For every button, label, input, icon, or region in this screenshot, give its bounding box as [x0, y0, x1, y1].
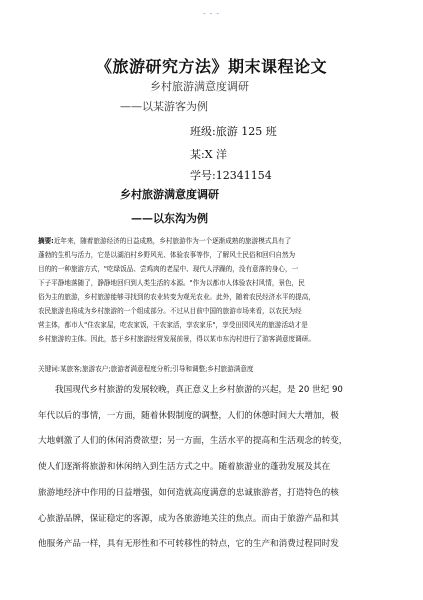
- info-student-id: 学号:12341154: [190, 169, 272, 182]
- info-class: 班级:旅游 125 班: [190, 125, 277, 138]
- subtitle-case: ——以某游客为例: [120, 100, 208, 113]
- paper-subtitle: ——以东沟为例: [131, 212, 208, 225]
- header-mark: - - -: [203, 10, 220, 18]
- abstract-line: 蓬勃的生机与活力，它是以湖泊村乡野风光、体验农事等作，了解风土民俗和回归自然为: [38, 251, 296, 259]
- abstract-line: 农民旅游也将成为乡村旅游的一个组成部分。不过从目前中国的旅游市场来看，以农民为经: [38, 307, 302, 315]
- abstract-line: 俗为主的旅游，乡村旅游能够寻找到的农业转变为观光农业。此外，随着农民经济水平的提高，: [38, 293, 315, 301]
- info-name: 某:X 洋: [190, 148, 228, 161]
- abstract: [38, 234, 390, 346]
- body-line: 他服务产品一样，具有无形性和不可转移性的特点，它的生产和消费过程同时发: [38, 539, 339, 550]
- paper-title: 乡村旅游满意度调研: [120, 188, 219, 201]
- subtitle: 乡村旅游满意度调研: [150, 80, 249, 93]
- body-line: 我国现代乡村旅游的发展较晚，真正意义上乡村旅游的兴起，是 20 世纪 90: [55, 385, 343, 395]
- body-line: 使人们逐渐将旅游和休闲纳入到生活方式之中。随着旅游业的蓬勃发展及其在: [38, 462, 331, 473]
- abstract-label: 摘要:: [38, 237, 54, 245]
- abstract-line: 营主体，都市人"住农家屋，吃农家饭，干农家活，享农家乐"，享受田园风光的旅游活动才是: [38, 321, 308, 329]
- abstract-line: 摘要:近年来，随着旅游经济的日益成熟，乡村旅游作为一个逐渐成熟的旅游模式具有了: [38, 237, 292, 245]
- abstract-line: 下子平静地落随了，静静地回归到人类生活的本源。"作为以都市人体验农村风情，景色，民: [38, 279, 305, 287]
- body-line: 旅游地经济中作用的日益增强，如何造就高度满意的忠诚旅游者，打造特色的核: [38, 487, 339, 498]
- body-line: 大地刺激了人们的休闲消费欲望；另一方面，生活水平的提高和生活观念的转变，: [38, 436, 348, 447]
- abstract-line: 目的的一种旅游方式，"吃绿饭品、尝鸡肉的老屋中、现代人浮躁的，没有意落的身心，一: [38, 265, 299, 273]
- main-title: 《旅游研究方法》期末课程论文: [95, 57, 327, 76]
- body-text: [38, 378, 390, 558]
- keywords: 关键词:某旅客;旅游农户;旅游者满意程度分析;引导和调整;乡村旅游满意度: [38, 365, 254, 373]
- body-line: 心旅游品牌，保证稳定的客源，成为各旅游地关注的焦点。而由于旅游产品和其: [38, 513, 339, 524]
- body-line: 年代以后的事情，一方面，随着休假制度的调整，人们的休憩时间大大增加，极: [38, 410, 339, 421]
- abstract-line: 乡村旅游的主体。因此，基于乡村旅游经营发展前景，得以某市东沟村进行了游客满意度调研。: [38, 335, 315, 343]
